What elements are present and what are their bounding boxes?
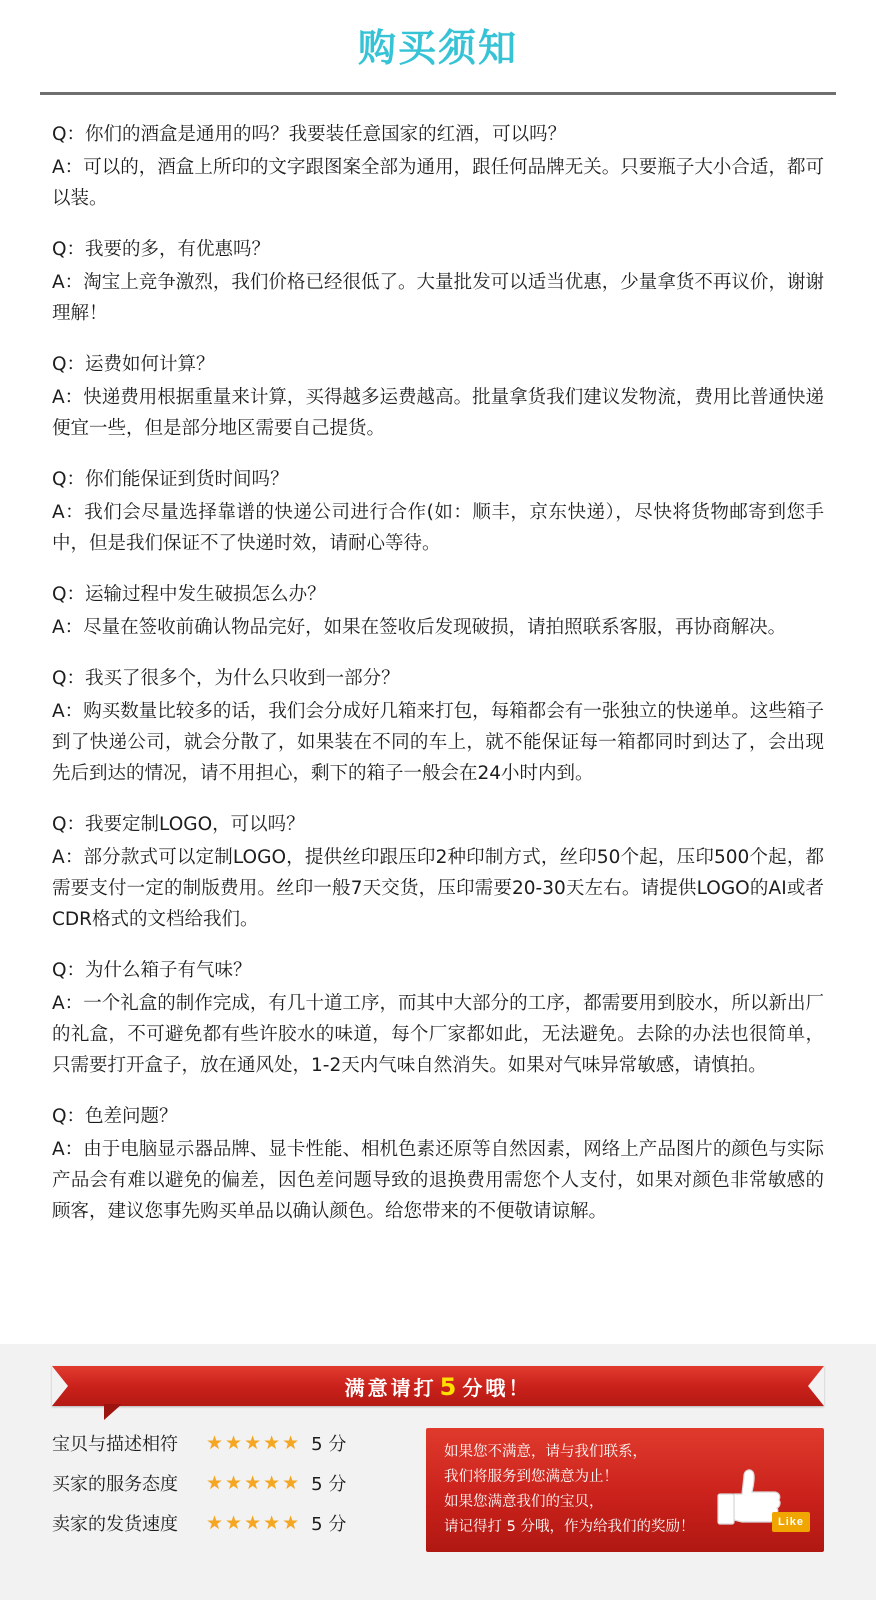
faq-item: [52, 663, 824, 789]
star-icon-group: ★★★★★: [206, 1472, 302, 1494]
rating-row: [52, 1470, 412, 1496]
faq-answer: A：由于电脑显示器品牌、显卡性能、相机色素还原等自然因素，网络上产品图片的颜色与实际产品会有难以避免的偏差，因色差问题导致的退换费用需您个人支付，如果对颜色非常敏感的顾客，建议您事先购买单品以确认颜色。给您带来的不便敬请谅解。: [52, 1138, 824, 1222]
star-icon-group: ★★★★★: [206, 1512, 302, 1534]
rating-row-label: 宝贝与描述相符: [52, 1434, 178, 1455]
rating-banner-suffix: 分哦！: [462, 1375, 532, 1400]
faq-question: Q：你们能保证到货时间吗？: [52, 468, 289, 490]
like-badge: Like: [772, 1512, 810, 1532]
service-notice-line: 请记得打 5 分哦，作为给我们的奖励！: [444, 1519, 695, 1535]
faq-question: Q：我要的多，有优惠吗？: [52, 238, 271, 260]
faq-answer: A：部分款式可以定制LOGO，提供丝印跟压印2种印制方式，丝印50个起，压印500个起，都需要支付一定的制版费用。丝印一般7天交货，压印需要20-30天左右。请提供LOGO的AI或者CDR格式的文档给我们。: [52, 846, 824, 930]
faq-list: [0, 95, 876, 1227]
service-notice-line: 我们将服务到您满意为止！: [444, 1469, 618, 1485]
faq-item: [52, 464, 824, 559]
service-notice-card: [426, 1428, 824, 1552]
rating-row-label: 卖家的发货速度: [52, 1514, 178, 1535]
faq-answer: A：快递费用根据重量来计算，买得越多运费越高。批量拿货我们建议发物流，费用比普通快递便宜一些，但是部分地区需要自己提货。: [52, 386, 824, 439]
page-title: 购买须知: [357, 26, 518, 70]
faq-item: [52, 1101, 824, 1227]
faq-item: [52, 234, 824, 329]
thumbs-up-icon: [714, 1454, 810, 1540]
faq-question: Q：运输过程中发生破损怎么办？: [52, 583, 326, 605]
rating-row-label: 买家的服务态度: [52, 1474, 178, 1495]
faq-question: Q：我买了很多个，为什么只收到一部分？: [52, 667, 400, 689]
faq-item: [52, 955, 824, 1081]
faq-answer: A：可以的，酒盒上所印的文字跟图案全部为通用，跟任何品牌无关。只要瓶子大小合适，都可以装。: [52, 156, 824, 209]
page-header: [0, 0, 876, 95]
faq-answer: A：尽量在签收前确认物品完好，如果在签收后发现破损，请拍照联系客服，再协商解决。: [52, 616, 787, 638]
faq-item: [52, 809, 824, 935]
faq-question: Q：你们的酒盒是通用的吗？我要装任意国家的红酒，可以吗？: [52, 123, 567, 145]
faq-answer: A：一个礼盒的制作完成，有几十道工序，而其中大部分的工序，都需要用到胶水，所以新出厂的礼盒，不可避免都有些许胶水的味道，每个厂家都如此，无法避免。去除的办法也很简单，只需要打开盒子，放在通风处，1-2天内气味自然消失。如果对气味异常敏感，请慎拍。: [52, 992, 824, 1076]
rating-banner-text: [345, 1372, 532, 1401]
rating-section: [0, 1344, 876, 1600]
faq-question: Q：为什么箱子有气味？: [52, 959, 252, 981]
faq-item: [52, 349, 824, 444]
rating-banner-number: 5: [439, 1372, 460, 1401]
rating-row-score: 5 分: [311, 1434, 347, 1455]
rating-row-score: 5 分: [311, 1514, 347, 1535]
faq-question: Q：运费如何计算？: [52, 353, 215, 375]
rating-banner-ribbon: [52, 1366, 824, 1406]
faq-item: [52, 119, 824, 214]
rating-row-score: 5 分: [311, 1474, 347, 1495]
service-notice-line: 如果您不满意，请与我们联系，: [444, 1444, 647, 1460]
faq-item: [52, 579, 824, 643]
faq-answer: A：购买数量比较多的话，我们会分成好几箱来打包，每箱都会有一张独立的快递单。这些箱子到了快递公司，就会分散了，如果装在不同的车上，就不能保证每一箱都同时到达了，会出现先后到达的情况，请不用担心，剩下的箱子一般会在24小时内到。: [52, 700, 824, 784]
rating-body: [52, 1428, 824, 1552]
rating-banner-prefix: 满意请打: [344, 1375, 437, 1400]
rating-score-list: [52, 1428, 412, 1552]
faq-question: Q：我要定制LOGO，可以吗？: [52, 813, 305, 835]
ribbon-tail-decoration: [104, 1404, 122, 1420]
star-icon-group: ★★★★★: [206, 1432, 302, 1454]
rating-banner: [52, 1366, 824, 1410]
faq-answer: A：淘宝上竞争激烈，我们价格已经很低了。大量批发可以适当优惠，少量拿货不再议价，谢谢理解！: [52, 271, 824, 324]
faq-answer: A：我们会尽量选择靠谱的快递公司进行合作(如：顺丰，京东快递），尽快将货物邮寄到您手中，但是我们保证不了快递时效，请耐心等待。: [52, 501, 824, 554]
faq-question: Q：色差问题？: [52, 1105, 178, 1127]
service-notice-line: 如果您满意我们的宝贝，: [444, 1494, 604, 1510]
rating-row: [52, 1430, 412, 1456]
rating-row: [52, 1510, 412, 1536]
